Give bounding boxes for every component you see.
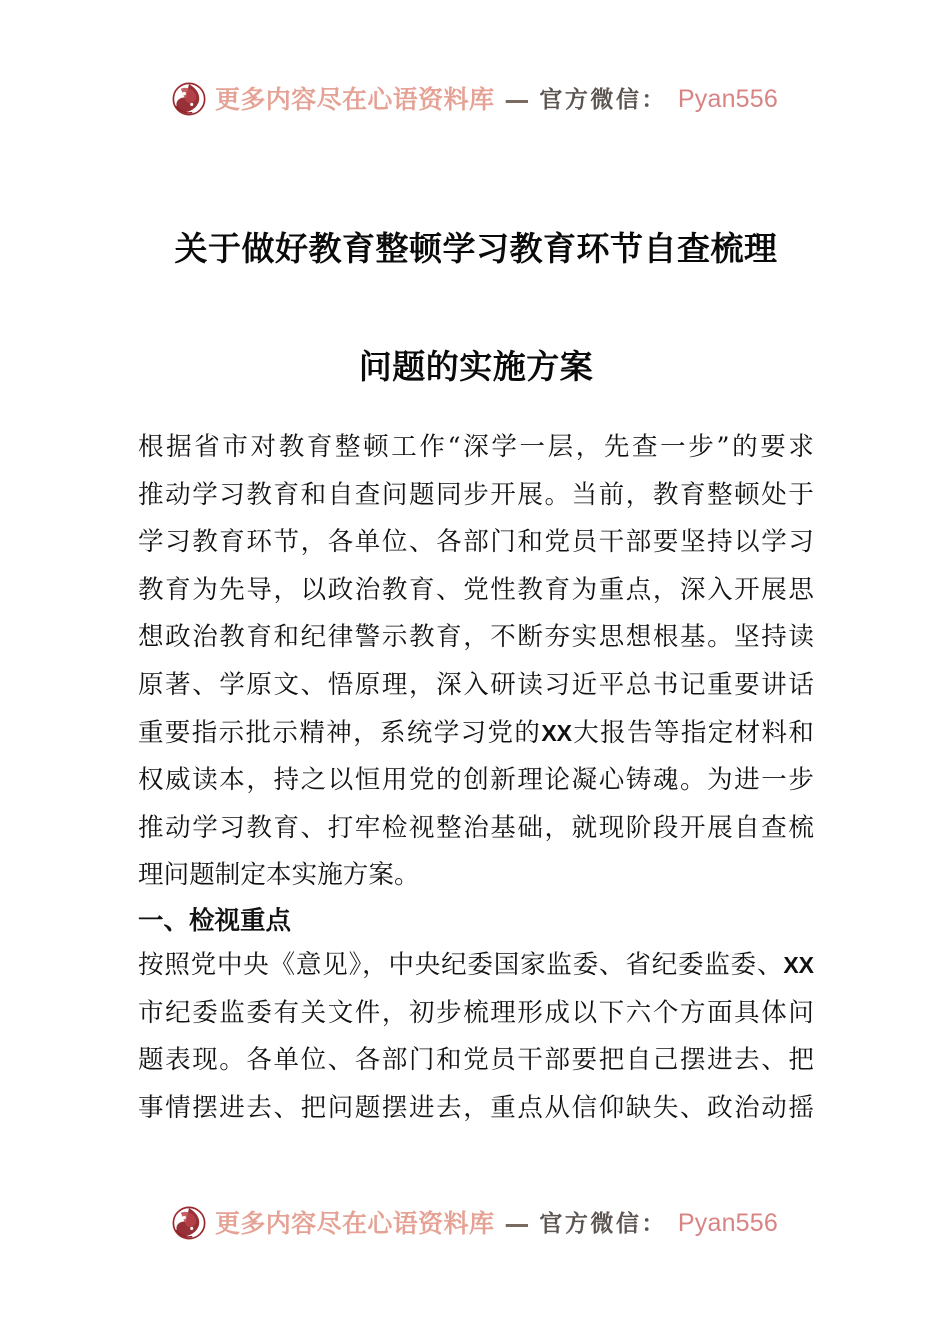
paragraph-line: 教育为先导，以政治教育、党性教育为重点，深入开展思 [138,574,814,605]
line-text-pre: 按照党中央《意见》，中央纪委国家监委、省纪委监委、 [138,949,784,980]
paragraph-line: 市纪委监委有关文件，初步梳理形成以下六个方面具体问 [138,997,814,1028]
koi-emblem-logo-icon [172,82,206,116]
paragraph-line: 理问题制定本实施方案。 [138,860,420,891]
footer-watermark [0,1206,950,1240]
paragraph-line: 根据省市对教育整顿工作“深学一层，先查一步”的要求 [138,432,814,462]
paragraph-two [138,942,814,1132]
placeholder-token-xx: XX [783,951,814,978]
watermark-wechat-label: 官方微信： [539,85,667,113]
paragraph-line: 想政治教育和纪律警示教育，不断夯实思想根基。坚持读 [138,622,814,653]
paragraph-line: 推动学习教育和自查问题同步开展。当前，教育整顿处于 [138,479,814,510]
header-watermark [0,82,950,116]
document-title [138,190,814,426]
watermark-wechat-label: 官方微信： [539,1209,667,1237]
paragraph-line-with-placeholder [138,942,814,990]
section-heading-1: 一、检视重点 [138,905,292,936]
paragraph-line: 事情摆进去、把问题摆进去，重点从信仰缺失、政治动摇 [138,1092,814,1123]
paragraph-line: 推动学习教育、打牢检视整治基础，就现阶段开展自查梳 [138,812,814,843]
watermark-account-id: Pyan556 [677,84,778,113]
watermark-dash: — [504,84,530,114]
watermark-chinese-text: 更多内容尽在心语资料库 [214,1208,495,1238]
watermark-account-id: Pyan556 [677,1208,778,1237]
paragraph-line: 原著、学原文、悟原理，深入研读习近平总书记重要讲话 [138,669,814,700]
paragraph-line: 题表现。各单位、各部门和党员干部要把自己摆进去、把 [138,1045,814,1076]
paragraph-intro [138,424,814,900]
paragraph-line: 学习教育环节，各单位、各部门和党员干部要坚持以学习 [138,527,814,558]
watermark-chinese-text: 更多内容尽在心语资料库 [214,84,495,114]
koi-emblem-logo-icon [172,1206,206,1240]
line-text-pre: 重要指示批示精神，系统学习党的 [138,717,542,748]
paragraph-line-with-placeholder [138,710,814,758]
document-title-line-2: 问题的实施方案 [358,347,594,387]
line-text-post: 大报告等指定材料和 [572,717,814,748]
document-title-line-1: 关于做好教育整顿学习教育环节自查梳理 [174,229,778,269]
paragraph-line: 权威读本，持之以恒用党的创新理论凝心铸魂。为进一步 [138,765,814,796]
placeholder-token-xx: XX [541,719,572,746]
watermark-dash: — [504,1208,530,1238]
document-body [138,424,814,1132]
